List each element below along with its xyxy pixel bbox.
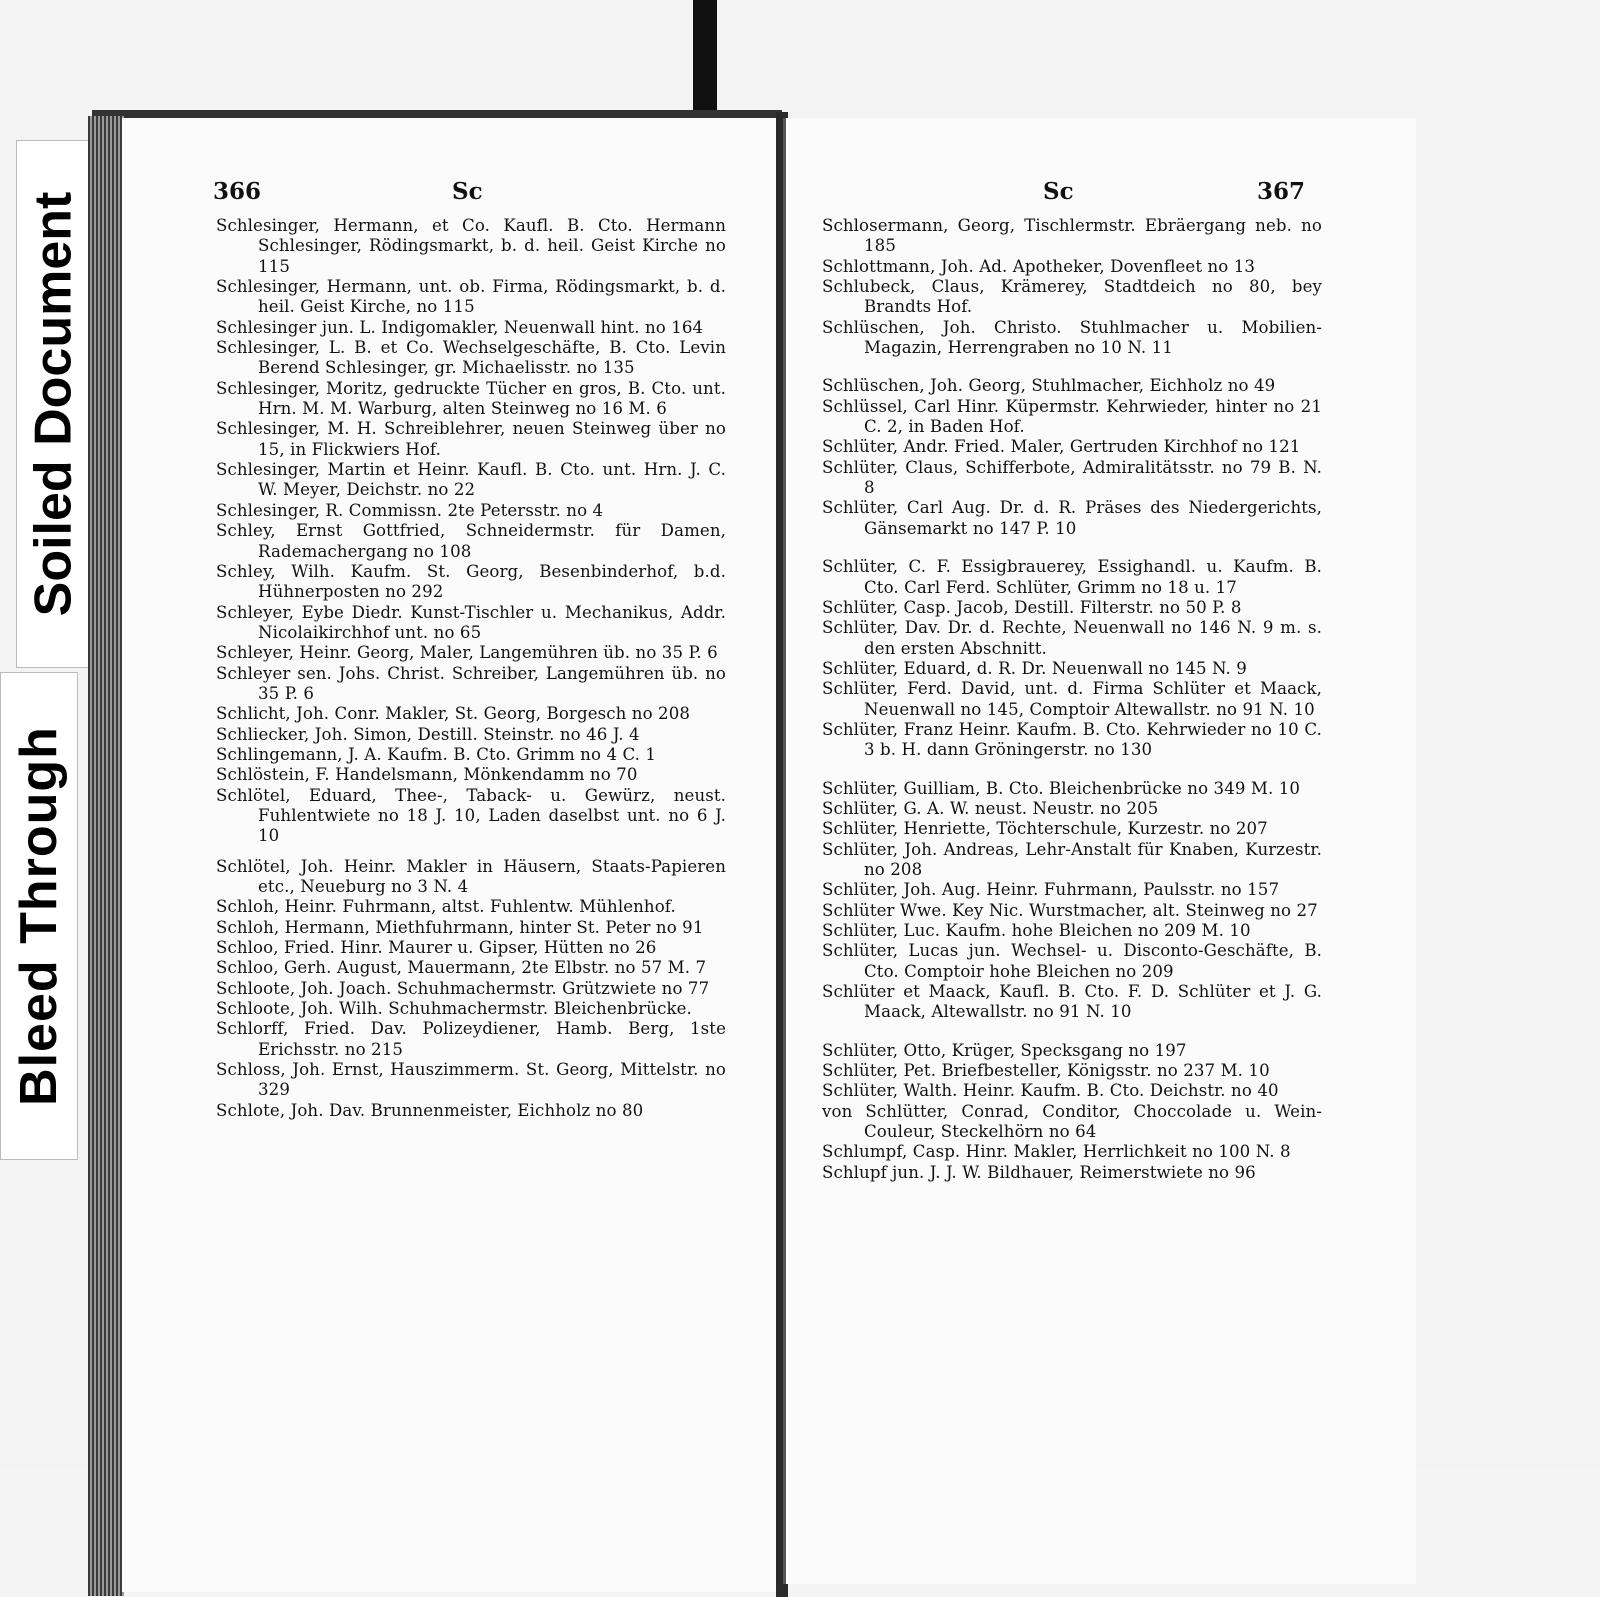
directory-entry: Schlüter, Claus, Schifferbote, Admiralitätsstr. no 79 B. N. 8 (822, 457, 1322, 498)
directory-entry: Schlüter, Pet. Briefbesteller, Königsstr. no 237 M. 10 (822, 1061, 1270, 1081)
directory-entry: Schloh, Hermann, Miethfuhrmann, hinter St. Peter no 91 (216, 917, 704, 937)
directory-entry: Schlüter, Walth. Heinr. Kaufm. B. Cto. Deichstr. no 40 (822, 1081, 1279, 1101)
directory-entry: Schlüter, Henriette, Töchterschule, Kurzestr. no 207 (822, 819, 1268, 839)
soiled-label-text: Soiled Document (24, 191, 83, 617)
directory-entry: Schlüter, Joh. Andreas, Lehr-Anstalt für Knaben, Kurzestr. no 208 (822, 839, 1322, 879)
directory-entry: Schlesinger, Hermann, et Co. Kaufl. B. Cto. Hermann Schlesinger, Rödingsmarkt, b. d. heil. Geist Kirche no 115 (216, 216, 726, 276)
directory-entry: Schloote, Joh. Joach. Schuhmachermstr. Grützwiete no 77 (216, 978, 710, 998)
directory-entry: Schlüter, Joh. Aug. Heinr. Fuhrmann, Paulsstr. no 157 (822, 880, 1280, 900)
bleed-through-label (0, 672, 78, 1160)
directory-entry: Schlüter, G. A. W. neust. Neustr. no 205 (822, 798, 1159, 818)
directory-entry: Schlüter, Eduard, d. R. Dr. Neuenwall no 145 N. 9 (822, 658, 1247, 678)
binding-strip-top (693, 0, 717, 118)
right-entries-list (822, 216, 1322, 1183)
directory-entry: Schlüter, Luc. Kaufm. hohe Bleichen no 209 M. 10 (822, 921, 1251, 940)
directory-entry: Schloh, Heinr. Fuhrmann, altst. Fuhlentw. Mühlenhof. (216, 897, 676, 917)
directory-entry: Schlesinger, R. Commissn. 2te Petersstr. no 4 (216, 500, 604, 520)
directory-entry: Schlötel, Joh. Heinr. Makler in Häusern, Staats-Papieren etc., Neueburg no 3 N. 4 (216, 856, 726, 896)
directory-entry: von Schlütter, Conrad, Conditor, Choccolade u. Wein-Couleur, Steckelhörn no 64 (822, 1101, 1322, 1142)
directory-entry: Schlüter, Carl Aug. Dr. d. R. Präses des Niedergerichts, Gänsemarkt no 147 P. 10 (822, 498, 1322, 538)
directory-entry: Schlötel, Eduard, Thee-, Taback- u. Gewürz, neust. Fuhlentwiete no 18 J. 10, Laden daselbst unt. no 6 J. 10 (216, 785, 726, 846)
directory-entry: Schlüter, Ferd. David, unt. d. Firma Schlüter et Maack, Neuenwall no 145, Comptoir Altewallstr. no 91 N. 10 (822, 679, 1322, 719)
left-entries-list (216, 216, 726, 1121)
directory-entry: Schlorff, Fried. Dav. Polizeydiener, Hamb. Berg, 1ste Erichsstr. no 215 (216, 1019, 726, 1059)
directory-entry: Schlesinger jun. L. Indigomakler, Neuenwall hint. no 164 (216, 317, 704, 337)
directory-entry: Schlüter, Dav. Dr. d. Rechte, Neuenwall no 146 N. 9 m. s. den ersten Abschnitt. (822, 618, 1322, 658)
directory-entry: Schlesinger, L. B. et Co. Wechselgeschäfte, B. Cto. Levin Berend Schlesinger, gr. Michaelisstr. no 135 (216, 338, 726, 378)
directory-entry: Schlosermann, Georg, Tischlermstr. Ebräergang neb. no 185 (822, 216, 1322, 256)
left-section-head: Sc (452, 178, 483, 205)
directory-entry: Schley, Wilh. Kaufm. St. Georg, Besenbinderhof, b.d. Hühnerposten no 292 (216, 561, 726, 602)
directory-entry: Schlüter et Maack, Kaufl. B. Cto. F. D. Schlüter et J. G. Maack, Altewallstr. no 91 N. 10 (822, 982, 1322, 1022)
directory-entry: Schlüschen, Joh. Georg, Stuhlmacher, Eichholz no 49 (822, 376, 1276, 396)
directory-entry: Schliecker, Joh. Simon, Destill. Steinstr. no 46 J. 4 (216, 724, 640, 744)
page-stack-edge (88, 116, 124, 1596)
bleed-label-text: Bleed Through (10, 726, 68, 1106)
directory-entry: Schlesinger, Moritz, gedruckte Tücher en gros, B. Cto. unt. Hrn. M. M. Warburg, alten Steinweg no 16 M. 6 (216, 378, 726, 419)
directory-entry: Schlüter, Andr. Fried. Maler, Gertruden Kirchhof no 121 (822, 437, 1301, 457)
directory-entry: Schleyer, Heinr. Georg, Maler, Langemühren üb. no 35 P. 6 (216, 643, 718, 663)
directory-entry: Schleyer, Eybe Diedr. Kunst-Tischler u. Mechanikus, Addr. Nicolaikirchhof unt. no 65 (216, 602, 726, 642)
directory-entry: Schlote, Joh. Dav. Brunnenmeister, Eichholz no 80 (216, 1100, 644, 1120)
directory-entry: Schlüter, Otto, Krüger, Specksgang no 197 (822, 1040, 1187, 1060)
directory-entry: Schlüter, Franz Heinr. Kaufm. B. Cto. Kehrwieder no 10 C. 3 b. H. dann Gröningerstr. no 130 (822, 719, 1322, 760)
directory-entry: Schlottmann, Joh. Ad. Apotheker, Dovenfleet no 13 (822, 256, 1256, 276)
directory-entry: Schlüssel, Carl Hinr. Küpermstr. Kehrwieder, hinter no 21 C. 2, in Baden Hof. (822, 396, 1322, 437)
directory-entry: Schlesinger, M. H. Schreiblehrer, neuen Steinweg über no 15, in Flickwiers Hof. (216, 419, 726, 459)
directory-entry: Schlüter Wwe. Key Nic. Wurstmacher, alt. Steinweg no 27 (822, 900, 1318, 920)
directory-entry: Schlubeck, Claus, Krämerey, Stadtdeich no 80, bey Brandts Hof. (822, 277, 1322, 317)
directory-entry: Schleyer sen. Johs. Christ. Schreiber, Langemühren üb. no 35 P. 6 (216, 663, 726, 703)
directory-entry: Schlingemann, J. A. Kaufm. B. Cto. Grimm no 4 C. 1 (216, 744, 657, 764)
directory-entry: Schlüter, Guilliam, B. Cto. Bleichenbrücke no 349 M. 10 (822, 778, 1301, 798)
directory-entry: Schlupf jun. J. J. W. Bildhauer, Reimerstwiete no 96 (822, 1162, 1256, 1182)
directory-entry: Schlüter, Lucas jun. Wechsel- u. Disconto-Geschäfte, B. Cto. Comptoir hohe Bleichen no 209 (822, 941, 1322, 981)
left-page-number: 366 (213, 178, 262, 205)
directory-entry: Schley, Ernst Gottfried, Schneidermstr. für Damen, Rademachergang no 108 (216, 521, 726, 561)
directory-entry: Schloss, Joh. Ernst, Hauszimmerm. St. Georg, Mittelstr. no 329 (216, 1060, 726, 1100)
directory-entry: Schloote, Joh. Wilh. Schuhmachermstr. Bleichenbrücke. (216, 999, 692, 1019)
right-section-head: Sc (1043, 178, 1074, 205)
directory-entry: Schlumpf, Casp. Hinr. Makler, Herrlichkeit no 100 N. 8 (822, 1142, 1291, 1162)
directory-entry: Schlicht, Joh. Conr. Makler, St. Georg, Borgesch no 208 (216, 704, 691, 724)
directory-entry: Schloo, Fried. Hinr. Maurer u. Gipser, Hütten no 26 (216, 938, 657, 958)
directory-entry: Schlüschen, Joh. Christo. Stuhlmacher u. Mobilien-Magazin, Herrengraben no 10 N. 11 (822, 317, 1322, 358)
right-page-number: 367 (1257, 178, 1306, 205)
directory-entry: Schlöstein, F. Handelsmann, Mönkendamm no 70 (216, 765, 638, 785)
directory-entry: Schloo, Gerh. August, Mauermann, 2te Elbstr. no 57 M. 7 (216, 958, 707, 978)
directory-entry: Schlüter, Casp. Jacob, Destill. Filterstr. no 50 P. 8 (822, 597, 1242, 617)
directory-entry: Schlüter, C. F. Essigbrauerey, Essighandl. u. Kaufm. B. Cto. Carl Ferd. Schlüter, Grimm no 18 u. 17 (822, 557, 1322, 597)
directory-entry: Schlesinger, Martin et Heinr. Kaufl. B. Cto. unt. Hrn. J. C. W. Meyer, Deichstr. no 22 (216, 460, 726, 500)
soiled-document-label (16, 140, 91, 668)
directory-entry: Schlesinger, Hermann, unt. ob. Firma, Rödingsmarkt, b. d. heil. Geist Kirche, no 115 (216, 277, 726, 317)
